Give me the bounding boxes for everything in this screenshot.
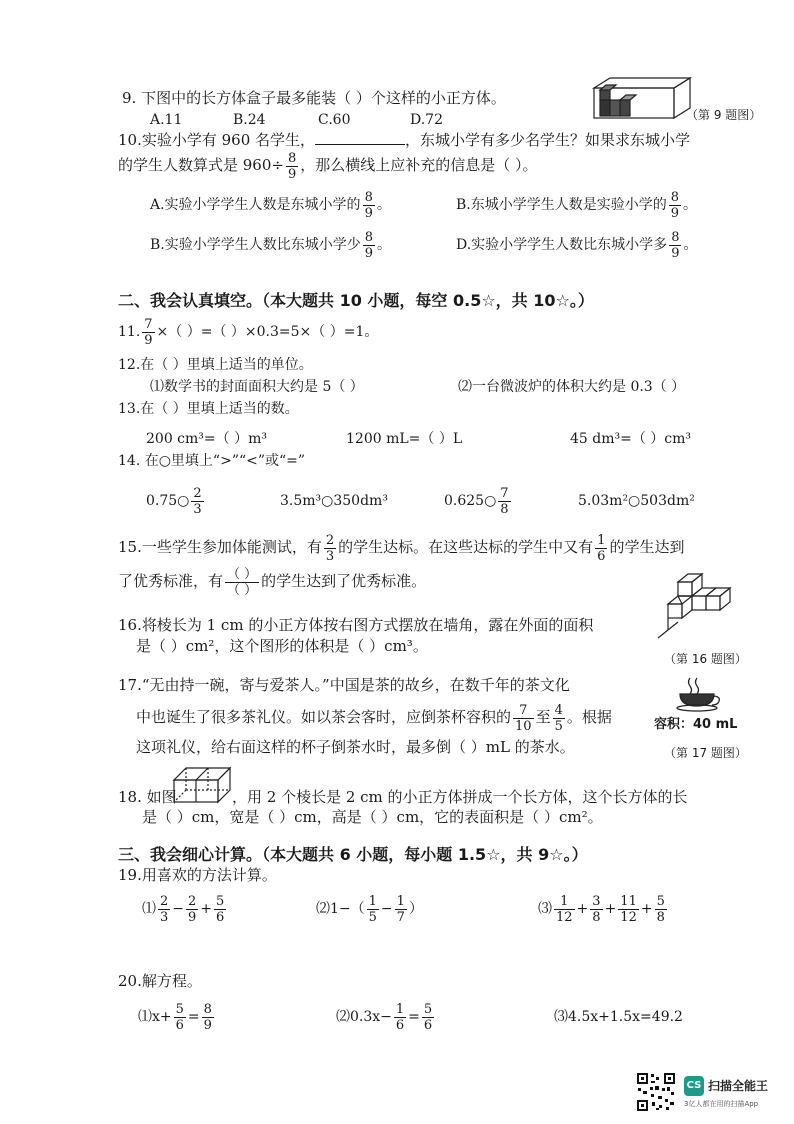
q9-option-b: B.24 bbox=[233, 112, 266, 128]
q10-line1a: 10.实验小学有 960 名学生， bbox=[118, 131, 316, 149]
q14-a: 0.75○ $\frac{2}{3}$ bbox=[146, 485, 202, 517]
q10-fraction: $\frac{8}{9}$ bbox=[287, 150, 297, 182]
corner-cubes-figure bbox=[656, 570, 742, 642]
q11-line: 11. $\frac{7}{9}$ ×（ ）=（ ）×0.3=5×（ ）=1。 bbox=[118, 316, 379, 348]
q13-a: 200 cm³=（ ）m³ bbox=[146, 431, 267, 447]
q17-line3: 这项礼仪，给右面这样的杯子倒茶水时，最多倒（ ）mL 的茶水。 bbox=[136, 738, 575, 756]
q15-line1: 15.一些学生参加体能测试，有 $\frac{2}{3}$ 的学生达标。在这些达标的学生中又有 $\frac{1}{6}$ 的学生达到 bbox=[118, 532, 685, 564]
q10-line2b: ，那么横线上应补充的信息是（ ）。 bbox=[300, 156, 538, 174]
section-3-heading: 三、我会细心计算。（本大题共 6 小题，每小题 1.5☆，共 9☆。） bbox=[118, 845, 588, 864]
q11-fraction: $\frac{7}{9}$ bbox=[144, 316, 153, 348]
q20-eq1: ⑴x+ $\frac{5}{6}$ = $\frac{8}{9}$ bbox=[138, 1001, 212, 1033]
qr-code-icon bbox=[636, 1072, 676, 1112]
q10-line1 bbox=[118, 130, 690, 149]
q10-line2 bbox=[118, 148, 538, 182]
q20-text: 20.解方程。 bbox=[118, 972, 202, 990]
q9-option-d: D.72 bbox=[410, 112, 443, 128]
q16-line1: 16.将棱长为 1 cm 的小正方体按右图方式摆放在墙角，露在外面的面积 bbox=[118, 616, 594, 634]
q14-text: 14. 在○里填上“>”“<”或“=” bbox=[118, 453, 306, 469]
q13-b: 1200 mL=（ ）L bbox=[346, 431, 463, 447]
q17-volume-label: 容积：40 mL bbox=[654, 717, 738, 732]
q17-line1: 17.“无由持一碗，寄与爱茶人。”中国是茶的故乡，在数千年的茶文化 bbox=[118, 676, 570, 694]
tea-cup-icon bbox=[670, 676, 730, 712]
q12-text: 12.在（ ）里填上适当的单位。 bbox=[118, 357, 313, 373]
q17-line2: 中也诞生了很多茶礼仪。如以茶会客时，应倒茶杯容积的 $\frac{7}{10}$ 至 $\frac{4}{5}$ 。根据 bbox=[136, 702, 612, 734]
q10-option-c: B.实验小学学生人数比东城小学少 $\frac{8}{9}$ 。 bbox=[150, 229, 392, 261]
q9-option-c: C.60 bbox=[318, 112, 351, 128]
q13-c: 45 dm³=（ ）cm³ bbox=[570, 431, 692, 447]
q10-line1b: ，东城小学有多少名学生？如果求东城小学 bbox=[405, 131, 691, 149]
scanner-app-name: 扫描全能王 bbox=[708, 1079, 769, 1093]
q9-text: 9. 下图中的长方体盒子最多能装（ ）个这样的小正方体。 bbox=[122, 89, 506, 107]
q19-expr3: ⑶ $\frac{1}{12}$ + $\frac{3}{8}$ + $\frac{11}{12}$ + $\frac{5}{8}$ bbox=[538, 893, 665, 925]
q14-b: 3.5m³○350dm³ bbox=[280, 493, 388, 509]
q9-option-a: A.11 bbox=[150, 112, 183, 128]
q10-option-d: D.实验小学学生人数比东城小学多 $\frac{8}{9}$ 。 bbox=[456, 229, 698, 261]
two-cubes-figure bbox=[172, 766, 232, 804]
q18-prefix: 18. 如图 bbox=[118, 788, 177, 806]
q18-line2: 是（ ）cm，宽是（ ）cm，高是（ ）cm，它的表面积是（ ）cm²。 bbox=[142, 808, 603, 826]
q10-answer-line bbox=[315, 130, 405, 145]
cuboid-box-figure bbox=[592, 74, 692, 122]
q16-caption: （第 16 题图） bbox=[664, 652, 747, 666]
q16-line2: 是（ ）cm²，这个图形的体积是（ ）cm³。 bbox=[136, 637, 428, 655]
scanner-tagline: 3亿人都在用的扫描App bbox=[684, 1100, 759, 1108]
q19-expr1: ⑴ $\frac{2}{3}$ − $\frac{2}{9}$ + $\frac{5}{6}$ bbox=[142, 893, 225, 925]
q12-sub2: ⑵一台微波炉的体积大约是 0.3（ ） bbox=[458, 379, 686, 395]
q20-eq2: ⑵0.3x− $\frac{1}{6}$ = $\frac{5}{6}$ bbox=[336, 1001, 433, 1033]
q17-caption: （第 17 题图） bbox=[664, 746, 747, 760]
q19-text: 19.用喜欢的方法计算。 bbox=[118, 866, 277, 884]
q9-caption: （第 9 题图） bbox=[686, 108, 762, 122]
camscanner-logo-icon: CS bbox=[684, 1076, 704, 1096]
q15-line2: 了优秀标准，有 $\frac{( )}{( )}$ 的学生达到了优秀标准。 bbox=[118, 566, 427, 598]
q18-line1: ，用 2 个棱长是 2 cm 的小正方体拼成一个长方体，这个长方体的长 bbox=[232, 788, 688, 806]
q10-line2a: 的学生人数算式是 960÷ bbox=[118, 156, 284, 174]
q20-eq3: ⑶4.5x+1.5x=49.2 bbox=[554, 1009, 683, 1025]
q13-text: 13.在（ ）里填上适当的数。 bbox=[118, 401, 299, 417]
q10-option-b: B.东城小学学生人数是实验小学的 $\frac{8}{9}$ 。 bbox=[456, 189, 698, 221]
q14-d: 5.03m²○503dm² bbox=[578, 493, 695, 509]
q14-c: 0.625○ $\frac{7}{8}$ bbox=[444, 485, 509, 517]
section-2-heading: 二、我会认真填空。（本大题共 10 小题，每空 0.5☆，共 10☆。） bbox=[118, 291, 594, 310]
q12-sub1: ⑴数学书的封面面积大约是 5（ ） bbox=[150, 379, 364, 395]
q19-expr2: ⑵1−（ $\frac{1}{5}$ − $\frac{1}{7}$ ） bbox=[316, 893, 423, 925]
q15-answer-fraction: $\frac{( )}{( )}$ bbox=[227, 566, 258, 598]
q10-option-a: A.实验小学学生人数是东城小学的 $\frac{8}{9}$ 。 bbox=[150, 189, 391, 221]
